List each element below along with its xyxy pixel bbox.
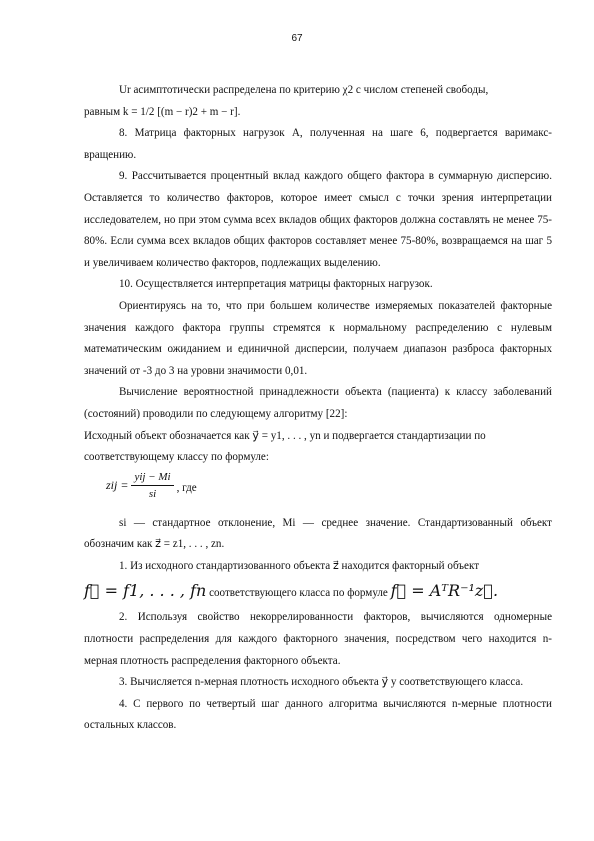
- paragraph-source-object-line1: Исходный объект обозначается как y⃗ = y1, . . . , yn и подвергается стандартизации по: [84, 429, 486, 442]
- standardization-formula: [84, 469, 552, 513]
- paragraph-step-1: 1. Из исходного стандартизованного объекта z⃗ находится факторный объект: [119, 559, 480, 572]
- paragraph-step-10: 10. Осуществляется интерпретация матрицы факторных нагрузок.: [119, 278, 433, 291]
- page-content: [84, 80, 552, 737]
- paragraph-step-2: 2. Используя свойство некоррелированности факторов, вычисляются одномерные плотности распределения для каждого факторного значения, посредством чего находится n-мерная плотность распределения факторного объекта.: [84, 611, 552, 667]
- formula-lhs: zij =: [106, 477, 129, 492]
- paragraph-step-1-formula: [84, 577, 552, 607]
- paragraph-source-object-line2: соответствующему классу по формуле:: [84, 451, 269, 464]
- paragraph-step-9: 9. Рассчитывается процентный вклад каждого общего фактора в суммарную дисперсию. Оставляется то количество факторов, которое имеет смысл с точки зрения интерпретации исследователем, но при этом сумма всех вкладов общих факторов должна составлять не менее 75-80%. Если сумма всех вкладов общих факторов составляет менее 75-80%, возвращаемся на шаг 5 и увеличиваем количество факторов, подлежащих выделению.: [84, 170, 552, 269]
- paragraph-step-3: 3. Вычисляется n-мерная плотность исходного объекта y⃗ у соответствующего класса.: [119, 676, 524, 689]
- page-number: 67: [291, 33, 303, 44]
- formula-denominator: si: [148, 487, 157, 500]
- formula-intro-text: соответствующего класса по формуле: [209, 587, 388, 600]
- paragraph-ur-line2: равным k = 1/2 [(m − r)2 + m − r].: [84, 105, 241, 118]
- paragraph-ur-line1: Ur асимптотически распределена по критерию χ2 с числом степеней свободы,: [119, 84, 489, 96]
- paragraph-step-4: 4. С первого по четвертый шаг данного алгоритма вычисляются n-мерные плотности остальных классов.: [84, 697, 552, 732]
- formula-fraction: [131, 471, 173, 500]
- factor-object-vector: f⃗ = f1, . . . , fn: [84, 581, 207, 601]
- paragraph-step-8: 8. Матрица факторных нагрузок A, полученная на шаге 6, подвергается варимакс-вращению.: [84, 127, 552, 161]
- factor-transform-formula: f⃗ = AᵀR⁻¹z⃗.: [390, 581, 499, 601]
- paragraph-orientation: Ориентируясь на то, что при большем количестве измеряемых показателей факторные значения каждого фактора группы стремятся к нормальному распределению с нулевым математическим ожиданием и единичной дисперсии, получаем диапазон разброса факторных значений от -3 до 3 на уровни значимости 0,01.: [84, 299, 552, 377]
- paragraph-std-deviation: si — стандартное отклонение, Mi — среднее значение. Стандартизованный объект обозначим как z⃗ = z1, . . . , zn.: [84, 516, 552, 551]
- formula-suffix: , где: [176, 481, 197, 494]
- paragraph-algorithm-intro: Вычисление вероятностной принадлежности объекта (пациента) к классу заболеваний (состояний) проводили по следующему алгоритму [22]:: [84, 386, 552, 420]
- formula-numerator: yij − Mi: [131, 471, 173, 486]
